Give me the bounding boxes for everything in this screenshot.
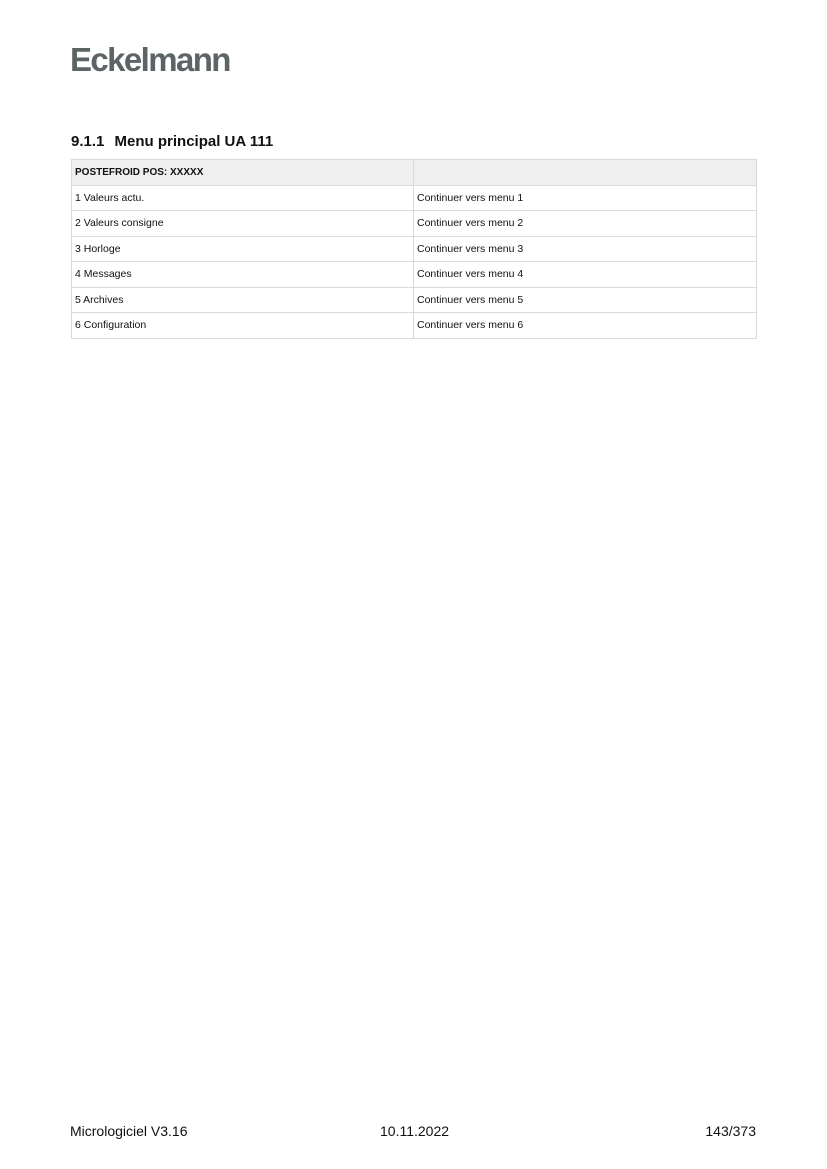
menu-item-action: Continuer vers menu 1 (414, 185, 757, 211)
section-number: 9.1.1 (71, 133, 105, 150)
menu-item-action: Continuer vers menu 3 (414, 236, 757, 262)
menu-item-action: Continuer vers menu 5 (414, 287, 757, 313)
footer-date: 10.11.2022 (380, 1123, 450, 1139)
table-header-cell: POSTEFROID POS: XXXXX (72, 160, 414, 186)
table-row (72, 211, 757, 237)
table-row (72, 313, 757, 339)
table-row (72, 185, 757, 211)
menu-item-label: 5 Archives (72, 287, 414, 313)
menu-item-label: 6 Configuration (72, 313, 414, 339)
table-row (72, 236, 757, 262)
menu-item-action: Continuer vers menu 4 (414, 262, 757, 288)
section-title: Menu principal UA 111 (114, 133, 274, 150)
table-row (72, 287, 757, 313)
footer-page-number: 143/373 (705, 1123, 756, 1139)
menu-item-action: Continuer vers menu 6 (414, 313, 757, 339)
menu-item-label: 2 Valeurs consigne (72, 211, 414, 237)
eckelmann-logo: Eckelmann (70, 41, 230, 78)
main-menu-table (71, 159, 757, 339)
table-header-row (72, 160, 757, 186)
section-heading (71, 132, 273, 152)
menu-item-action: Continuer vers menu 2 (414, 211, 757, 237)
menu-item-label: 4 Messages (72, 262, 414, 288)
table-row (72, 262, 757, 288)
table-header-cell (414, 160, 757, 186)
menu-item-label: 3 Horloge (72, 236, 414, 262)
menu-item-label: 1 Valeurs actu. (72, 185, 414, 211)
footer-firmware-version: Micrologiciel V3.16 (70, 1123, 188, 1139)
